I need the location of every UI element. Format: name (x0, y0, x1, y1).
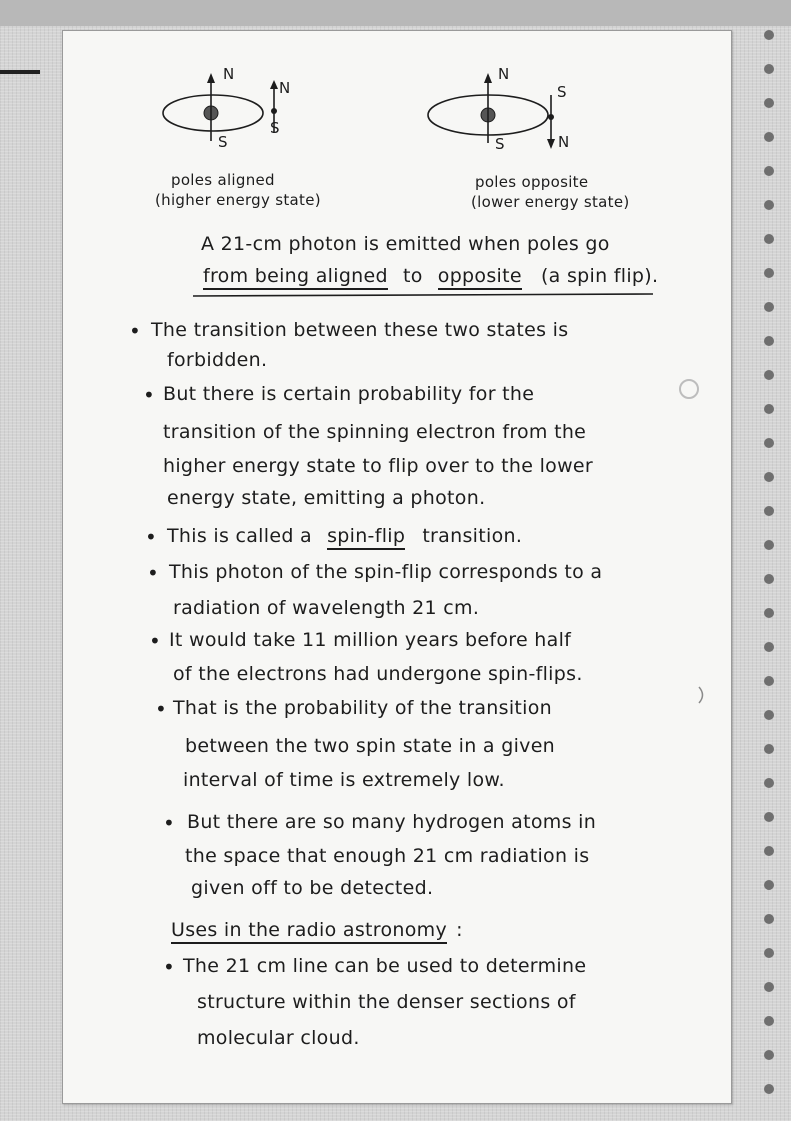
intro-to: to (402, 265, 423, 287)
bullet-3 (167, 525, 522, 547)
bullet-dot: • (155, 697, 167, 721)
left-caption-1: poles aligned (171, 171, 275, 189)
bullet-7-line-2: the space that enough 21 cm radiation is (185, 845, 590, 867)
left-pole-n: N (223, 65, 235, 83)
uses-line-3: molecular cloud. (197, 1027, 360, 1049)
scan-top-edge (0, 0, 791, 26)
bullet-4-line-1: This photon of the spin-flip corresponds to a (169, 561, 603, 583)
paper-blemish (697, 685, 707, 705)
bullet-5-line-1: It would take 11 million years before half (169, 629, 572, 651)
uses-heading-text: Uses in the radio astronomy (171, 919, 447, 944)
bullet-dot: • (145, 525, 157, 549)
bullet-1-line-1: The transition between these two states is (151, 319, 569, 341)
intro-line-1: A 21-cm photon is emitted when poles go (201, 233, 610, 255)
left-small-n: N (279, 79, 291, 97)
bullet-7-line-3: given off to be detected. (191, 877, 434, 899)
bullet-6-line-3: interval of time is extremely low. (183, 769, 505, 791)
bullet-2-line-2: transition of the spinning electron from the (163, 421, 587, 443)
notebook-page (62, 30, 732, 1104)
bullet-dot: • (163, 811, 175, 835)
bullet-6-line-2: between the two spin state in a given (185, 735, 556, 757)
right-small-s: S (557, 83, 567, 101)
right-small-n: N (558, 133, 570, 151)
bullet-4-line-2: radiation of wavelength 21 cm. (173, 597, 480, 619)
uses-line-1: The 21 cm line can be used to determine (183, 955, 587, 977)
section-divider (193, 293, 653, 299)
left-caption-2: (higher energy state) (155, 191, 321, 209)
uses-heading (171, 919, 463, 941)
bullet-7-line-1: But there are so many hydrogen atoms in (187, 811, 597, 833)
uses-heading-colon: : (456, 919, 463, 941)
right-caption-2: (lower energy state) (471, 193, 630, 211)
bullet-2-line-1: But there is certain probability for the (163, 383, 535, 405)
right-pole-s: S (495, 135, 505, 153)
left-pole-s: S (218, 133, 228, 151)
intro-spin-flip: (a spin flip). (540, 265, 659, 287)
bullet-5-line-2: of the electrons had undergone spin-flips. (173, 663, 583, 685)
bullet-3-text: This is called a (167, 525, 312, 547)
intro-opposite: opposite (438, 265, 522, 290)
bullet-dot: • (147, 561, 159, 585)
bullet-2-line-3: higher energy state to flip over to the lower (163, 455, 594, 477)
bullet-3-transition: transition. (422, 525, 523, 547)
intro-aligned: from being aligned (203, 265, 388, 290)
bullet-1-line-2: forbidden. (167, 349, 268, 371)
uses-line-2: structure within the denser sections of (197, 991, 576, 1013)
bullet-2-line-4: energy state, emitting a photon. (167, 487, 486, 509)
right-pole-n: N (498, 65, 510, 83)
bullet-dot: • (149, 629, 161, 653)
paper-blemish (677, 377, 701, 401)
bullet-dot: • (143, 383, 155, 407)
scan-mark (0, 70, 40, 74)
bullet-3-spin-flip: spin-flip (327, 525, 405, 550)
bullet-dot: • (129, 319, 141, 343)
bullet-dot: • (163, 955, 175, 979)
left-small-s: S (270, 119, 280, 137)
right-caption-1: poles opposite (475, 173, 589, 191)
bullet-6-line-1: That is the probability of the transition (173, 697, 553, 719)
intro-line-2 (203, 265, 658, 287)
